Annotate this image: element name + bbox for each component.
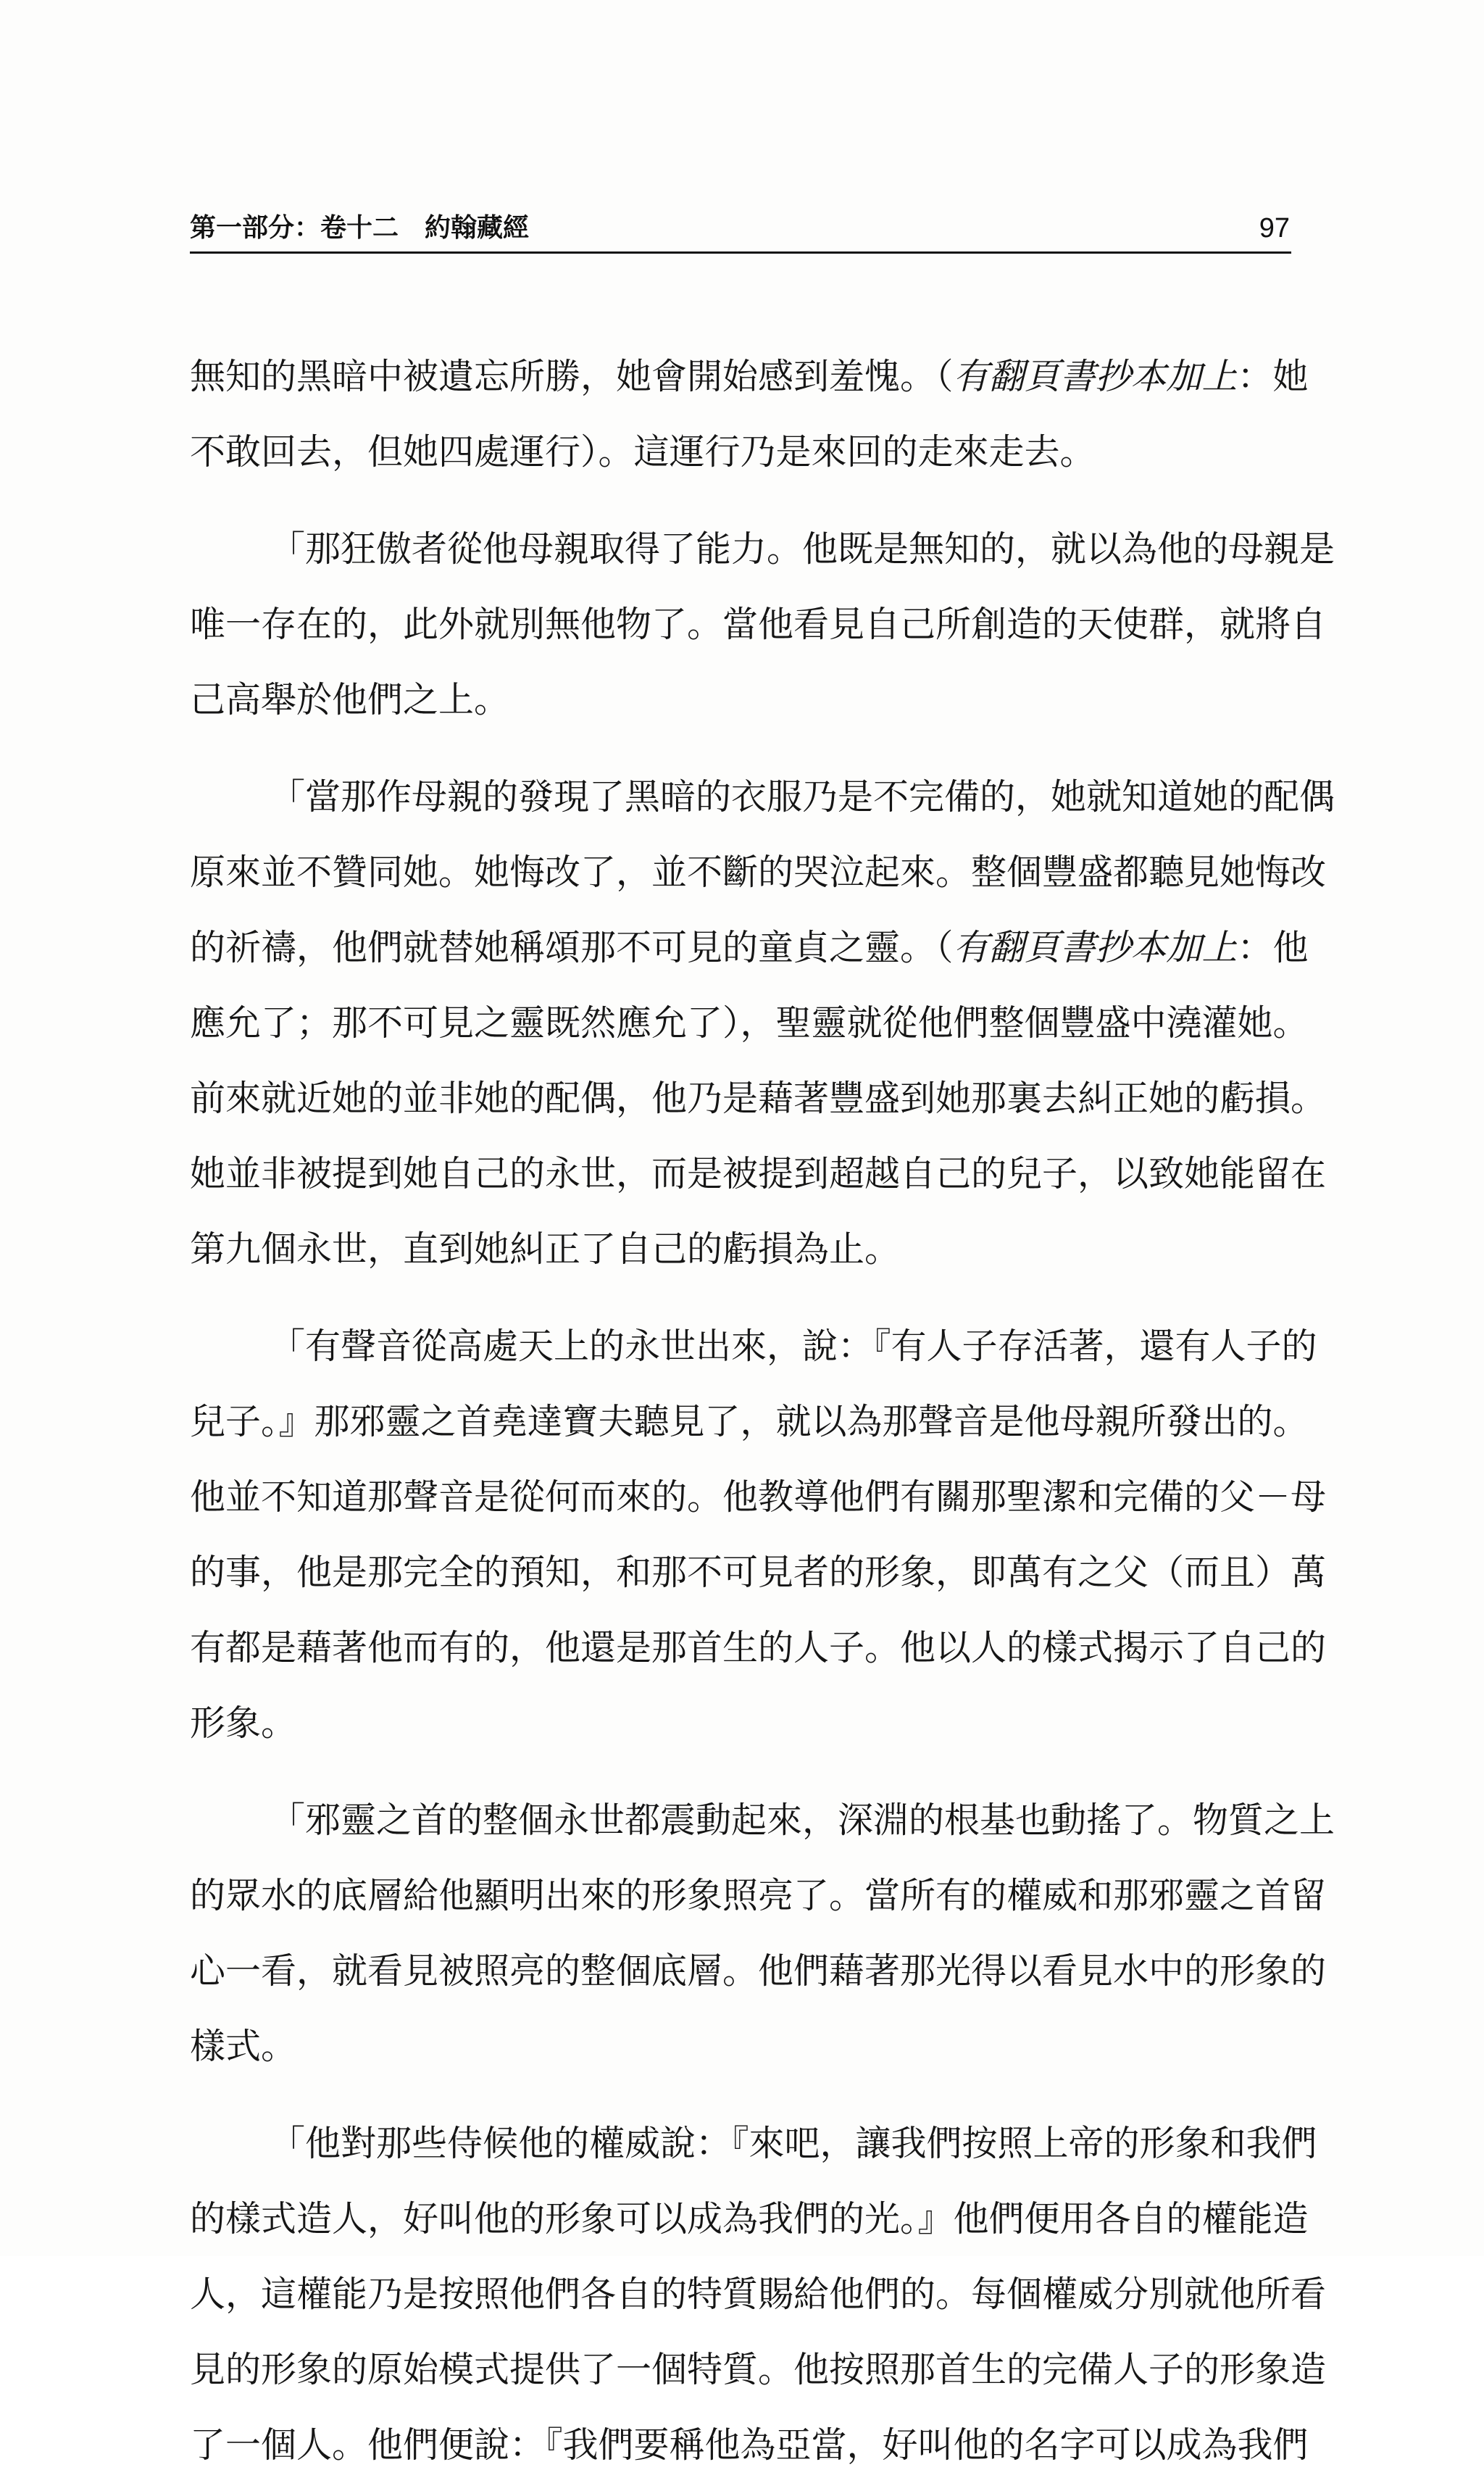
text-segment: 「那狂傲者從他母親取得了能力。他既是無知的，就以為他的母親是 bbox=[270, 528, 1335, 570]
text-segment: 第九個永世，直到她糾正了自己的虧損為止。 bbox=[190, 1228, 901, 1270]
text-line bbox=[190, 1136, 1327, 1212]
text-segment: ：她 bbox=[1237, 356, 1309, 397]
paragraph bbox=[190, 760, 1335, 1287]
text-segment: 「邪靈之首的整個永世都震動起來，深淵的根基也動搖了。物質之上 bbox=[270, 1800, 1335, 1841]
text-segment: 人，這權能乃是按照他們各自的特質賜給他們的。每個權威分別就他所看 bbox=[190, 2274, 1327, 2315]
text-segment: 己高舉於他們之上。 bbox=[190, 679, 510, 720]
text-segment: 的事，他是那完全的預知，和那不可見者的形象，即萬有之父（而且）萬 bbox=[190, 1552, 1327, 1593]
text-segment: 心一看，就看見被照亮的整個底層。他們藉著那光得以看見水中的形象的 bbox=[190, 1950, 1327, 1992]
text-line bbox=[190, 1858, 1327, 1934]
text-segment: 不敢回去，但她四處運行）。這運行乃是來回的走來走去。 bbox=[190, 431, 1096, 473]
text-segment: 原來並不贊同她。她悔改了，並不斷的哭泣起來。整個豐盛都聽見她悔改 bbox=[190, 852, 1327, 893]
paragraph bbox=[190, 512, 1335, 738]
text-segment: 的祈禱，他們就替她稱頌那不可見的童貞之靈。（ bbox=[190, 927, 954, 968]
text-line bbox=[190, 587, 1327, 662]
text-line bbox=[190, 1783, 1335, 1858]
italic-annotation: 有翻頁書抄本加上 bbox=[953, 356, 1238, 397]
text-segment: 「有聲音從高處天上的永世出來，說：『有人子存活著，還有人子的 bbox=[270, 1326, 1317, 1367]
italic-annotation: 有翻頁書抄本加上 bbox=[953, 927, 1238, 968]
text-line bbox=[190, 1212, 1291, 1287]
chapter-title: 第一部分：卷十二 約翰藏經 bbox=[190, 213, 530, 243]
text-line bbox=[190, 986, 1309, 1061]
paragraph bbox=[190, 1783, 1335, 2084]
text-line bbox=[190, 1686, 1291, 1761]
text-line bbox=[190, 2408, 1309, 2483]
text-segment: 她並非被提到她自己的永世，而是被提到超越自己的兒子，以致她能留在 bbox=[190, 1153, 1327, 1194]
header-rule bbox=[190, 251, 1291, 254]
text-line bbox=[190, 512, 1335, 587]
text-segment: 應允了；那不可見之靈既然應允了），聖靈就從他們整個豐盛中澆灌她。 bbox=[190, 1002, 1309, 1044]
text-line bbox=[190, 2009, 1291, 2084]
text-line bbox=[190, 2182, 1309, 2257]
body-text bbox=[190, 339, 1335, 2483]
text-line bbox=[190, 339, 1309, 415]
text-line bbox=[190, 1934, 1327, 2009]
text-line bbox=[190, 2257, 1327, 2332]
text-segment: 他並不知道那聲音是從何而來的。他教導他們有關那聖潔和完備的父－母 bbox=[190, 1476, 1327, 1518]
text-segment: 見的形象的原始模式提供了一個特質。他按照那首生的完備人子的形象造 bbox=[190, 2349, 1327, 2390]
text-segment: 形象。 bbox=[190, 1702, 297, 1744]
text-segment: 唯一存在的，此外就別無他物了。當他看見自己所創造的天使群，就將自 bbox=[190, 604, 1327, 645]
text-line bbox=[190, 1061, 1327, 1136]
text-segment: 無知的黑暗中被遺忘所勝，她會開始感到羞愧。（ bbox=[190, 356, 954, 397]
text-line bbox=[190, 1535, 1327, 1610]
text-segment: ：他 bbox=[1237, 927, 1309, 968]
paragraph bbox=[190, 339, 1309, 490]
text-line bbox=[190, 415, 1291, 490]
text-segment: 前來就近她的並非她的配偶，他乃是藉著豐盛到她那裏去糾正她的虧損。 bbox=[190, 1078, 1327, 1119]
text-segment: 「當那作母親的發現了黑暗的衣服乃是不完備的，她就知道她的配偶 bbox=[270, 776, 1335, 818]
text-segment: 兒子。』那邪靈之首堯達寶夫聽見了，就以為那聲音是他母親所發出的。 bbox=[190, 1401, 1309, 1442]
text-line bbox=[190, 2332, 1327, 2408]
text-line bbox=[190, 2106, 1317, 2182]
text-segment: 樣式。 bbox=[190, 2026, 297, 2067]
page-number: 97 bbox=[1259, 213, 1290, 244]
text-line bbox=[190, 760, 1335, 835]
text-segment: 了一個人。他們便說：『我們要稱他為亞當，好叫他的名字可以成為我們 bbox=[190, 2424, 1309, 2466]
text-line bbox=[190, 910, 1309, 986]
text-line bbox=[190, 1610, 1327, 1686]
paragraph bbox=[190, 2106, 1327, 2483]
text-line bbox=[190, 835, 1327, 910]
text-line bbox=[190, 1309, 1317, 1384]
text-line bbox=[190, 662, 1291, 738]
text-line bbox=[190, 1460, 1327, 1535]
text-segment: 有都是藉著他而有的，他還是那首生的人子。他以人的樣式揭示了自己的 bbox=[190, 1627, 1327, 1668]
paragraph bbox=[190, 1309, 1327, 1761]
running-header bbox=[190, 207, 1291, 250]
text-line bbox=[190, 1384, 1309, 1460]
text-segment: 「他對那些侍候他的權威說：『來吧，讓我們按照上帝的形象和我們 bbox=[270, 2123, 1317, 2164]
text-segment: 的樣式造人，好叫他的形象可以成為我們的光。』他們便用各自的權能造 bbox=[190, 2198, 1309, 2239]
text-segment: 的眾水的底層給他顯明出來的形象照亮了。當所有的權威和那邪靈之首留 bbox=[190, 1875, 1327, 1916]
